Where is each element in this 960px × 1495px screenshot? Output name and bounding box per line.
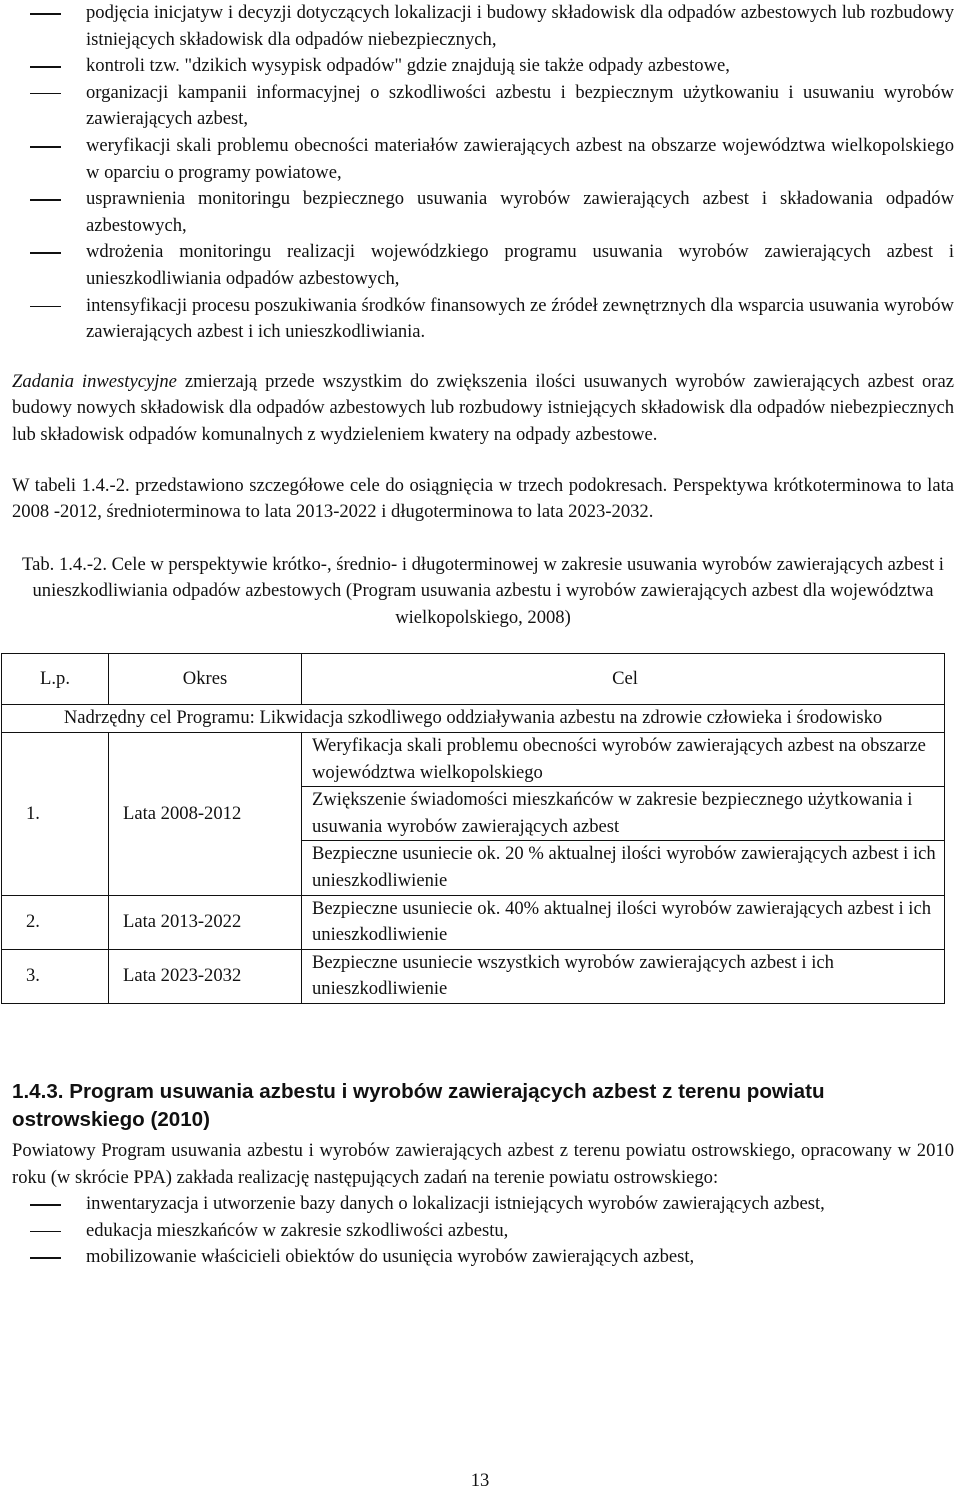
header-okres: Okres <box>109 654 302 705</box>
main-goal-cell: Nadrzędny cel Programu: Likwidacja szkodliwego oddziaływania azbestu na zdrowie człowieka i środowisko <box>2 705 945 733</box>
table-row <box>2 733 945 787</box>
okres-cell: Lata 2023-2032 <box>109 949 302 1003</box>
cel-cell: Bezpieczne usuniecie ok. 40% aktualnej ilości wyrobów zawierających azbest i ich unieszkodliwienie <box>302 895 945 949</box>
table-row <box>2 949 945 1003</box>
header-cel: Cel <box>302 654 945 705</box>
table-header-row <box>2 654 945 705</box>
table-row <box>2 705 945 733</box>
list-item: intensyfikacji procesu poszukiwania środków finansowych ze źródeł zewnętrznych dla wsparcia usuwania wyrobów zawierających azbest i ich unieszkodliwiania. <box>12 293 954 346</box>
document-page <box>12 0 954 1271</box>
italic-lead: Zadania inwestycyjne <box>12 370 177 392</box>
list-item: weryfikacji skali problemu obecności materiałów zawierających azbest na obszarze województwa wielkopolskiego w oparciu o programy powiatowe, <box>12 133 954 186</box>
page-number: 13 <box>470 1470 490 1491</box>
list-item: kontroli tzw. "dzikich wysypisk odpadów" gdzie znajdują sie także odpady azbestowe, <box>12 53 954 80</box>
section-heading: 1.4.3. Program usuwania azbestu i wyrobów zawierających azbest z terenu powiatu ostrowskiego (2010) <box>12 1080 825 1131</box>
ppa-paragraph: Powiatowy Program usuwania azbestu i wyrobów zawierających azbest z terenu powiatu ostrowskiego, opracowany w 2010 roku (w skrócie PPA) zakłada realizację następujących zadań na terenie powiatu ostrowskiego: <box>12 1140 954 1188</box>
cel-cell: Bezpieczne usuniecie ok. 20 % aktualnej ilości wyrobów zawierających azbest i ich unieszkodliwienie <box>302 841 945 895</box>
okres-cell: Lata 2008-2012 <box>109 733 302 896</box>
list-item: podjęcia inicjatyw i decyzji dotyczących lokalizacji i budowy składowisk dla odpadów azbestowych lub rozbudowy istniejących składowisk dla odpadów niebezpiecznych, <box>12 0 954 53</box>
task-bullet-list <box>12 0 954 346</box>
goals-table <box>1 653 945 1004</box>
cel-cell: Bezpieczne usuniecie wszystkich wyrobów zawierających azbest i ich unieszkodliwienie <box>302 949 945 1003</box>
lp-cell: 1. <box>2 733 109 896</box>
lp-cell: 3. <box>2 949 109 1003</box>
cel-cell: Zwiększenie świadomości mieszkańców w zakresie bezpiecznego użytkowania i usuwania wyrobów zawierających azbest <box>302 787 945 841</box>
list-item: organizacji kampanii informacyjnej o szkodliwości azbestu i bezpiecznym użytkowaniu i usuwaniu wyrobów zawierających azbest, <box>12 80 954 133</box>
paragraph-text: zmierzają przede wszystkim do zwiększenia ilości usuwanych wyrobów zawierających azbest oraz budowy nowych składowisk dla odpadów azbestowych lub rozbudowy istniejących składowisk dla odpadów niebezpiecznych lub składowisk odpadów komunalnych z wydzieleniem kwatery na odpady azbestowe. <box>12 370 954 445</box>
list-item: edukacja mieszkańców w zakresie szkodliwości azbestu, <box>12 1218 954 1245</box>
okres-cell: Lata 2013-2022 <box>109 895 302 949</box>
table-intro-paragraph: W tabeli 1.4.-2. przedstawiono szczegółowe cele do osiągnięcia w trzech podokresach. Perspektywa krótkoterminowa to lata 2008 -2012, średnioterminowa to lata 2013-2022 i długoterminowa to lata 2023-2032. <box>12 474 954 523</box>
list-item: inwentaryzacja i utworzenie bazy danych o lokalizacji istniejących wyrobów zawierających azbest, <box>12 1191 954 1218</box>
investment-tasks-paragraph <box>12 369 954 449</box>
table-row <box>2 895 945 949</box>
list-item: wdrożenia monitoringu realizacji wojewódzkiego programu usuwania wyrobów zawierających azbest i unieszkodliwiania odpadów azbestowych, <box>12 239 954 292</box>
lp-cell: 2. <box>2 895 109 949</box>
list-item: usprawnienia monitoringu bezpiecznego usuwania wyrobów zawierających azbest i składowania odpadów azbestowych, <box>12 186 954 239</box>
header-lp: L.p. <box>2 654 109 705</box>
cel-cell: Weryfikacja skali problemu obecności wyrobów zawierających azbest na obszarze województwa wielkopolskiego <box>302 733 945 787</box>
ppa-task-list <box>12 1191 954 1271</box>
list-item: mobilizowanie właścicieli obiektów do usunięcia wyrobów zawierających azbest, <box>12 1244 954 1271</box>
table-caption: Tab. 1.4.-2. Cele w perspektywie krótko-, średnio- i długoterminowej w zakresie usuwania wyrobów zawierających azbest i unieszkodliwiania odpadów azbestowych (Program usuwania azbestu i wyrobów zawierających azbest dla województwa wielkopolskiego, 2008) <box>22 553 944 628</box>
